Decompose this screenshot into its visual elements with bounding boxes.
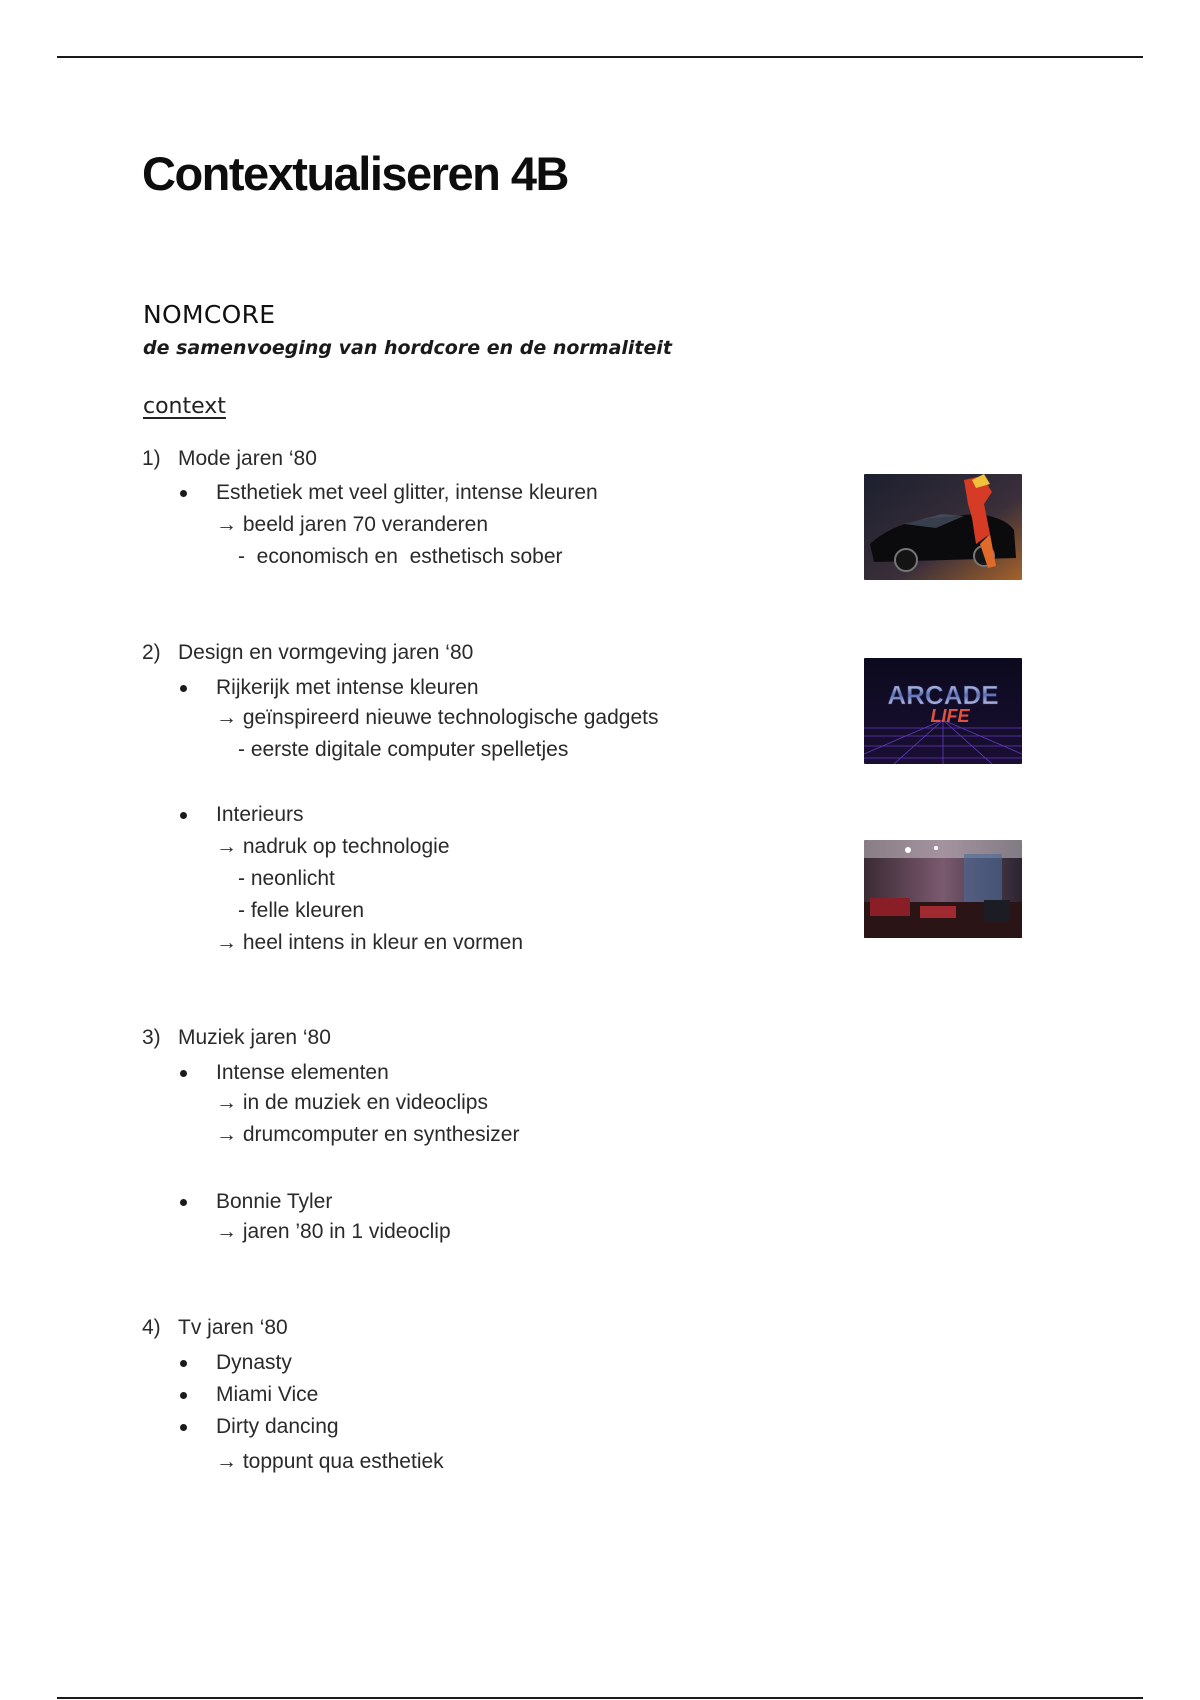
bullet [180,685,187,692]
bullet [180,1199,187,1206]
arrow-line: → nadruk op technologie [216,835,450,858]
bullet-text: Dynasty [216,1351,292,1374]
dash-line: - eerste digitale computer spelletjes [238,738,569,761]
arrow-icon: → [216,1123,237,1146]
arrow-line: → beeld jaren 70 veranderen [216,513,489,536]
arrow-line: → toppunt qua esthetiek [216,1450,444,1473]
bullet [180,1360,187,1367]
bullet-text: Intense elementen [216,1061,389,1084]
bullet-text: Esthetiek met veel glitter, intense kleuren [216,481,598,504]
section-title: NOMCORE [143,300,276,329]
dash-line: - neonlicht [238,867,335,890]
bullet-text: Bonnie Tyler [216,1190,333,1213]
arcade-logo-text: ARCADE [887,680,999,710]
arrow-line: → in de muziek en videoclips [216,1091,488,1114]
arrow-icon: → [216,706,237,729]
bullet-text: Rijkerijk met intense kleuren [216,676,479,699]
item-number: 4) [142,1316,161,1339]
item-number: 1) [142,447,161,470]
context-heading: context [143,394,226,419]
item-title: Design en vormgeving jaren ‘80 [178,641,474,664]
item-title: Mode jaren ‘80 [178,447,317,470]
item-number: 2) [142,641,161,664]
arrow-line: → geïnspireerd nieuwe technologische gadgets [216,706,659,729]
arrow-icon: → [216,1220,237,1243]
interior-image [864,840,1022,938]
car-fashion-image [864,474,1022,580]
arrow-line: → drumcomputer en synthesizer [216,1123,520,1146]
arcade-logo-subtext: LIFE [930,706,970,726]
item-title: Tv jaren ‘80 [178,1316,288,1339]
dash-line: - economisch en esthetisch sober [238,545,563,568]
arrow-line: → heel intens in kleur en vormen [216,931,524,954]
bottom-rule [57,1697,1143,1699]
bullet [180,1424,187,1431]
page-title: Contextualiseren 4B [142,147,568,200]
arcade-life-image [864,658,1022,764]
bullet-text: Miami Vice [216,1383,319,1406]
bullet [180,812,187,819]
arrow-line: → jaren ’80 in 1 videoclip [216,1220,451,1243]
item-title: Muziek jaren ‘80 [178,1026,331,1049]
section-subtitle: de samenvoeging van hordcore en de normaliteit [143,337,672,359]
bullet [180,490,187,497]
arrow-icon: → [216,931,237,954]
dash-line: - felle kleuren [238,899,365,922]
bullet-text: Interieurs [216,803,304,826]
bullet [180,1392,187,1399]
item-number: 3) [142,1026,161,1049]
arrow-icon: → [216,1091,237,1114]
top-rule [57,56,1143,58]
arrow-icon: → [216,513,237,536]
bullet-text: Dirty dancing [216,1415,339,1438]
arrow-icon: → [216,835,237,858]
bullet [180,1070,187,1077]
arrow-icon: → [216,1450,237,1473]
